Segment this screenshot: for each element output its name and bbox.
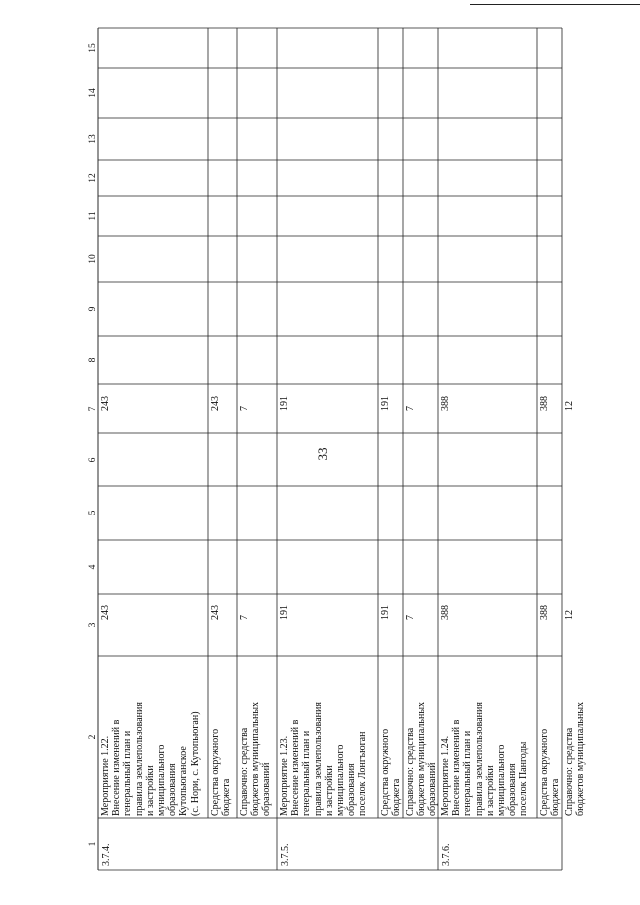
text-line: и застройки bbox=[484, 765, 496, 816]
header-col-5: 5 bbox=[88, 510, 98, 516]
text-line: Мероприятие 1.22. bbox=[100, 735, 111, 816]
text-line: образования bbox=[167, 763, 179, 816]
header-col-9: 9 bbox=[88, 306, 98, 312]
text-line: 388 bbox=[440, 396, 451, 411]
text-line: 12 bbox=[564, 610, 575, 620]
text-line: 191 bbox=[279, 396, 290, 411]
text-line: 3.7.4. bbox=[101, 843, 112, 866]
text-line: Справочно: средства bbox=[564, 727, 575, 816]
value-col-7 bbox=[100, 396, 111, 411]
text-line: 388 bbox=[539, 396, 550, 411]
value-col-3 bbox=[564, 610, 575, 620]
text-line: генеральный план и bbox=[301, 730, 313, 816]
header-col-15: 15 bbox=[88, 43, 98, 53]
value-col-7 bbox=[539, 396, 550, 411]
row-description bbox=[539, 729, 561, 816]
value-col-3 bbox=[539, 605, 550, 620]
row-description bbox=[239, 702, 273, 816]
row-description bbox=[405, 702, 439, 816]
text-line: Кутопьюганское bbox=[178, 746, 190, 816]
row-description bbox=[210, 729, 232, 816]
text-line: 3.7.5. bbox=[280, 843, 291, 866]
text-line: образований bbox=[261, 762, 273, 816]
value-col-3 bbox=[440, 605, 451, 620]
text-line: 12 bbox=[564, 401, 575, 411]
value-col-7 bbox=[440, 396, 451, 411]
text-line: 243 bbox=[100, 605, 111, 620]
row-description bbox=[100, 702, 201, 816]
text-line: и застройки bbox=[323, 765, 335, 816]
text-line: 388 bbox=[539, 605, 550, 620]
row-code bbox=[441, 844, 452, 867]
header-col-4: 4 bbox=[88, 564, 98, 570]
header-col-2: 2 bbox=[88, 734, 98, 740]
header-col-14: 14 bbox=[88, 88, 98, 98]
row-description bbox=[564, 702, 586, 816]
text-line: и застройки bbox=[144, 765, 156, 816]
text-line: 243 bbox=[210, 396, 221, 411]
value-col-7 bbox=[380, 396, 391, 411]
header-col-11: 11 bbox=[88, 211, 98, 221]
text-line: Внесение изменений в bbox=[290, 719, 302, 816]
text-line: поселок Пангоды bbox=[518, 741, 530, 816]
value-col-7 bbox=[279, 396, 290, 411]
header-col-12: 12 bbox=[88, 173, 98, 183]
value-col-7 bbox=[210, 396, 221, 411]
value-col-3 bbox=[100, 605, 111, 620]
page-number: 33 bbox=[315, 447, 330, 461]
text-line: правила землепользования bbox=[133, 702, 145, 816]
text-line: Средства окружного bbox=[539, 728, 550, 816]
row-description bbox=[380, 729, 402, 816]
text-line: 191 bbox=[380, 605, 391, 620]
text-line: Средства окружного bbox=[380, 728, 391, 816]
text-line: 191 bbox=[380, 396, 391, 411]
value-col-7 bbox=[405, 406, 416, 411]
header-col-1: 1 bbox=[88, 841, 98, 847]
header-col-10: 10 bbox=[88, 254, 98, 264]
value-col-3 bbox=[210, 605, 221, 620]
text-line: (с. Нори, с. Кутопьюган) bbox=[189, 711, 201, 816]
value-col-7 bbox=[564, 401, 575, 411]
text-line: правила землепользования bbox=[312, 702, 324, 816]
text-line: правила землепользования bbox=[473, 702, 485, 816]
text-line: бюджета bbox=[391, 778, 403, 816]
text-line: 388 bbox=[440, 605, 451, 620]
text-line: Мероприятие 1.24. bbox=[440, 735, 451, 816]
text-line: муниципального bbox=[496, 744, 508, 816]
value-col-3 bbox=[405, 615, 416, 620]
text-line: поселок Лонгъюган bbox=[357, 731, 369, 816]
value-col-7 bbox=[239, 406, 250, 411]
text-line: генеральный план и bbox=[462, 730, 474, 816]
text-line: бюджетов муниципальных bbox=[416, 701, 428, 816]
row-code bbox=[101, 844, 112, 867]
text-line: образования bbox=[507, 763, 519, 816]
text-line: Внесение изменений в bbox=[451, 719, 463, 816]
text-line: образования bbox=[346, 763, 358, 816]
text-line: 191 bbox=[279, 605, 290, 620]
value-col-3 bbox=[239, 615, 250, 620]
text-line: бюджета bbox=[550, 778, 562, 816]
text-line: образований bbox=[427, 762, 439, 816]
row-description bbox=[440, 702, 530, 816]
value-col-3 bbox=[279, 605, 290, 620]
header-col-6: 6 bbox=[88, 457, 98, 462]
header-col-7: 7 bbox=[88, 406, 98, 411]
row-description bbox=[279, 702, 369, 816]
text-line: 243 bbox=[100, 396, 111, 411]
text-line: муниципального bbox=[156, 744, 168, 816]
text-line: Справочно: средства bbox=[405, 727, 416, 816]
text-line: Средства окружного bbox=[210, 728, 221, 816]
value-col-3 bbox=[380, 605, 391, 620]
text-line: генеральный план и bbox=[122, 730, 134, 816]
text-line: 7 bbox=[239, 406, 250, 411]
row-code bbox=[280, 844, 291, 867]
text-line: 7 bbox=[405, 406, 416, 411]
text-line: Мероприятие 1.23. bbox=[279, 735, 290, 816]
header-col-13: 13 bbox=[88, 134, 98, 144]
text-line: Справочно: средства bbox=[239, 727, 250, 816]
header-col-3: 3 bbox=[88, 622, 98, 628]
header-col-8: 8 bbox=[88, 357, 98, 363]
text-line: 7 bbox=[405, 615, 416, 620]
text-line: 7 bbox=[239, 615, 250, 620]
text-line: 3.7.6. bbox=[441, 843, 452, 866]
text-line: Внесение изменений в bbox=[111, 719, 123, 816]
text-line: бюджетов муниципальных bbox=[250, 701, 262, 816]
text-line: муниципального bbox=[335, 744, 347, 816]
text-line: 243 bbox=[210, 605, 221, 620]
text-line: бюджета bbox=[221, 778, 233, 816]
text-line: бюджетов муниципальных bbox=[575, 701, 587, 816]
